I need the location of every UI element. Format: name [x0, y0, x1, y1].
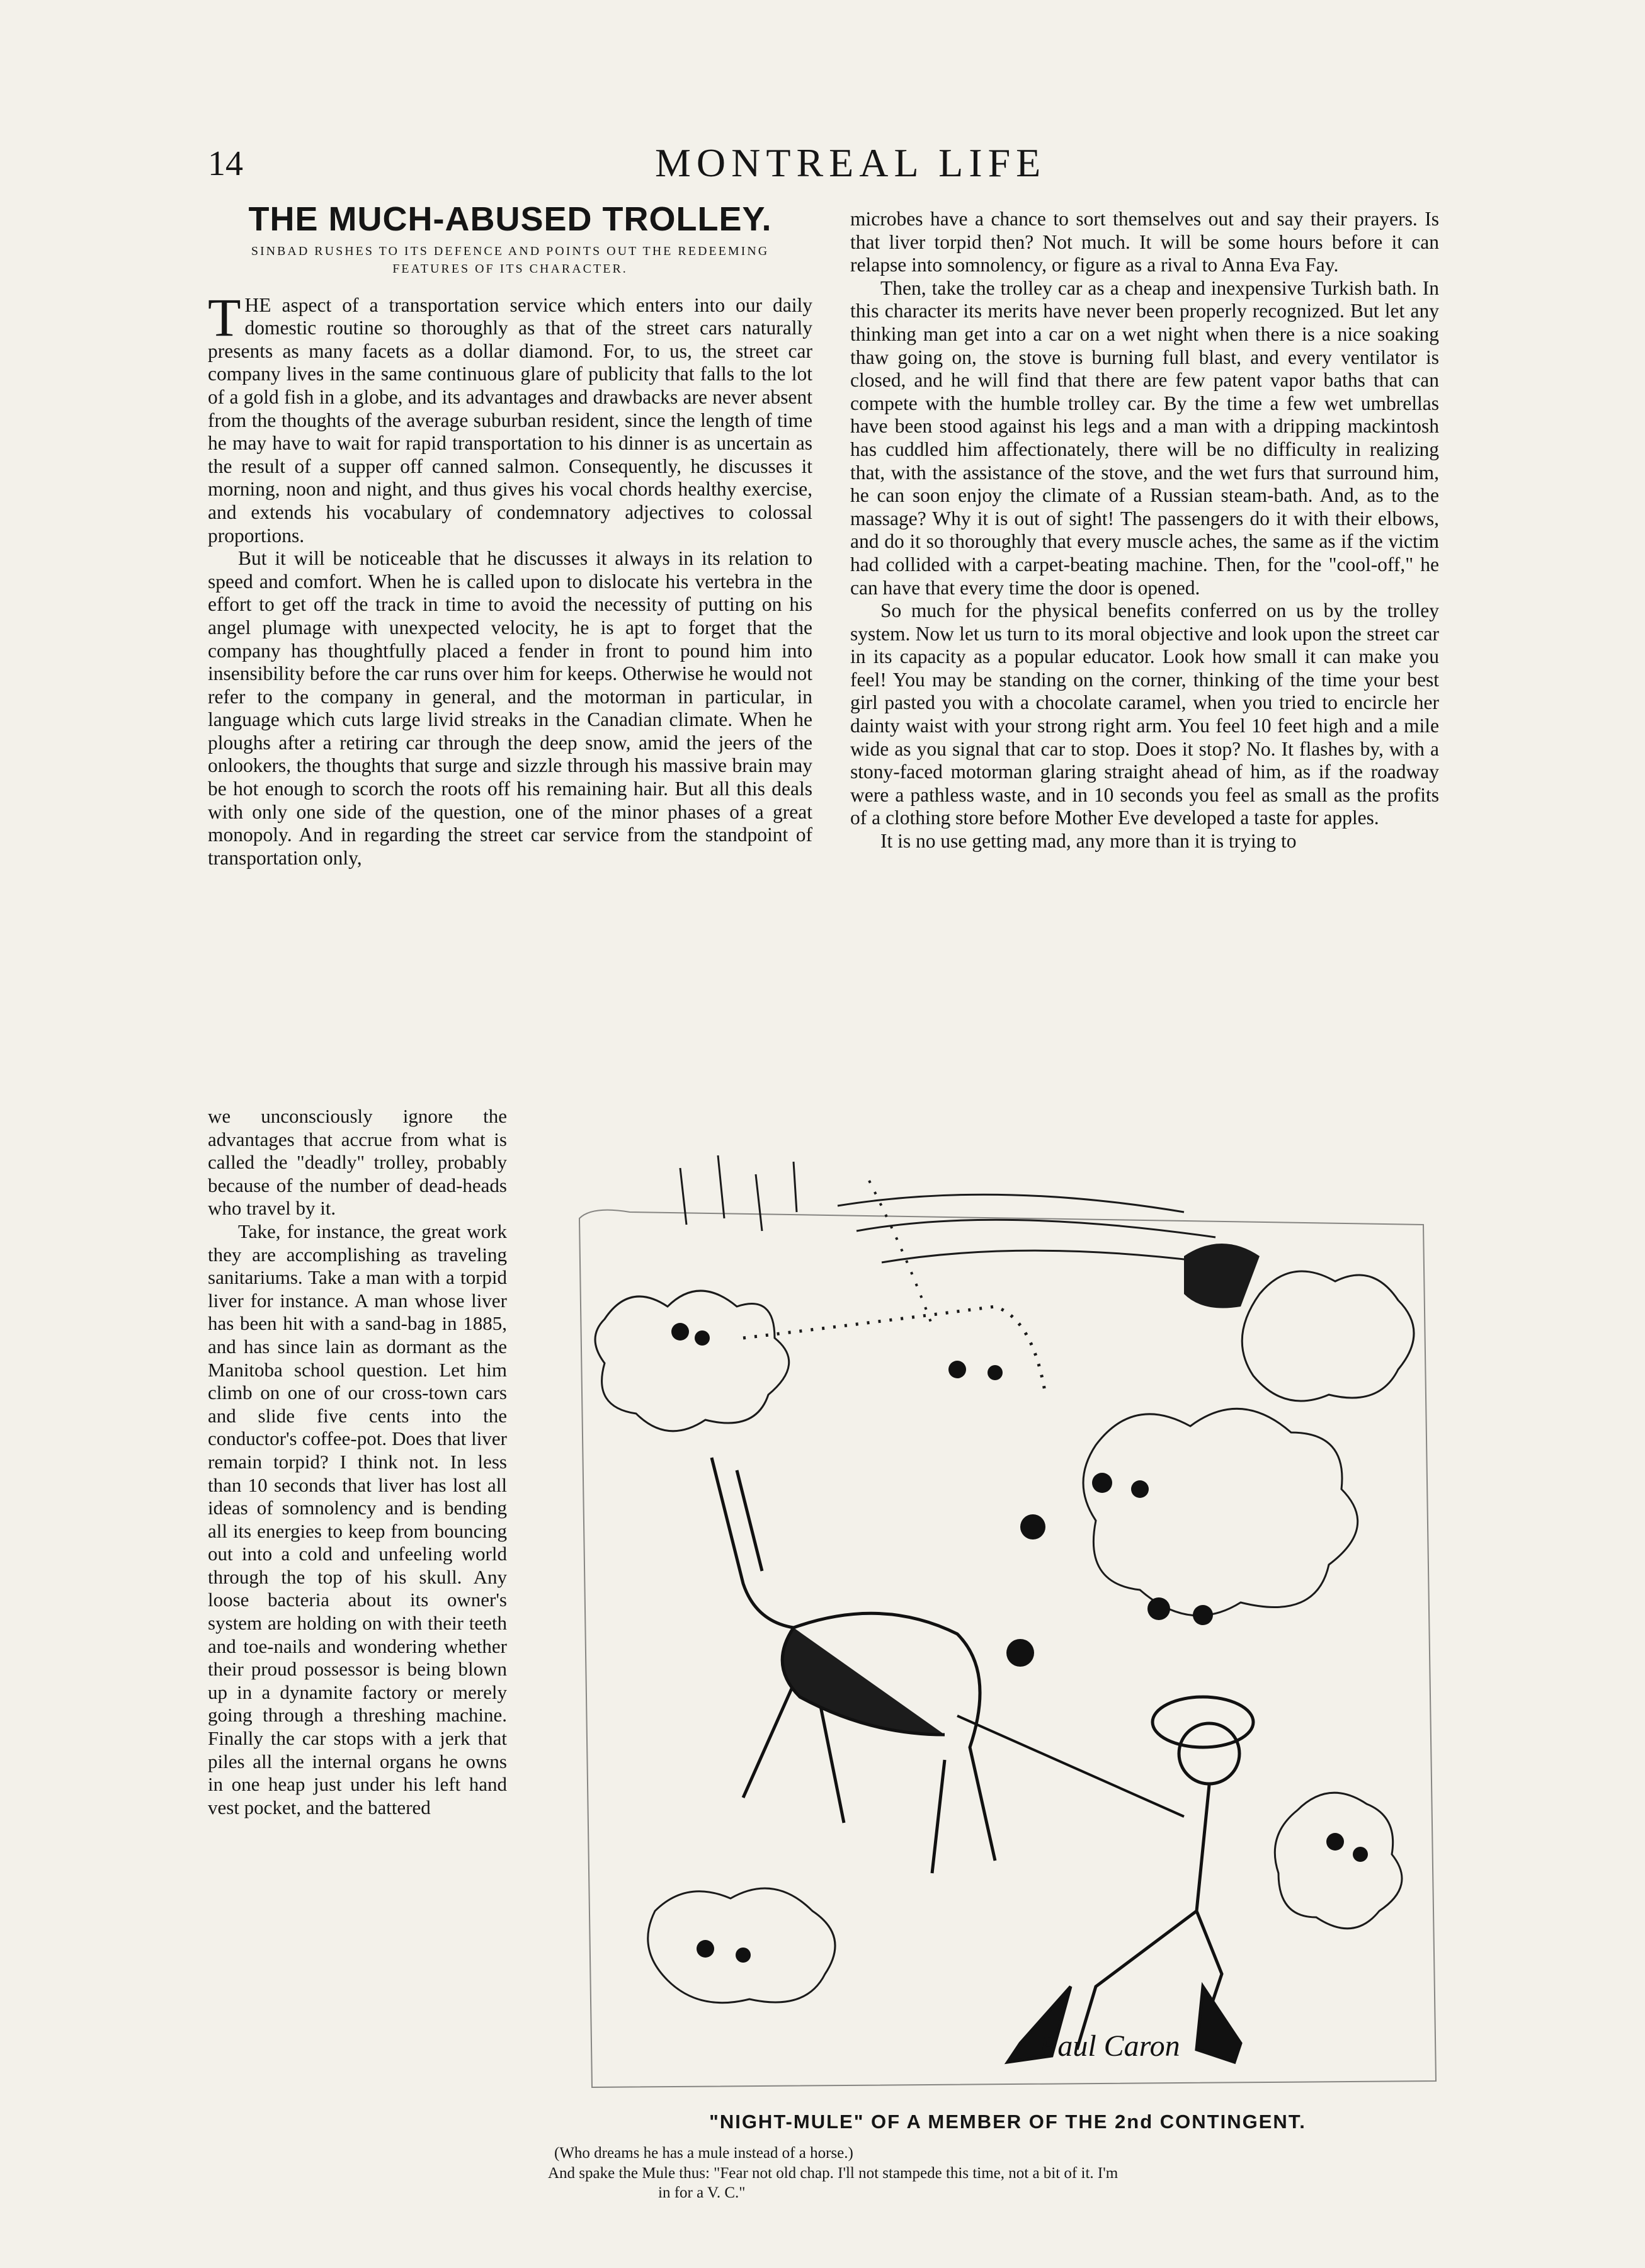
- article-deck: SINBAD RUSHES TO ITS DEFENCE AND POINTS OUT THE REDEEMING FEATURES OF ITS CHARACTER.: [251, 244, 770, 276]
- running-head: MONTREAL LIFE: [655, 140, 1047, 185]
- article-title: THE MUCH-ABUSED TROLLEY.: [248, 200, 772, 238]
- page-number: 14: [208, 144, 243, 183]
- illustration-caption-line: And spake the Mule thus: "Fear not old chap. I'll not stampede this time, not a bit of it. I'm: [548, 2165, 1118, 2182]
- cartoon-drawing: [554, 1130, 1461, 2112]
- drop-cap: T: [208, 286, 241, 348]
- illustration-caption-line: in for a V. C.": [658, 2184, 746, 2201]
- article-narrow-column: [208, 1105, 507, 1819]
- article-paragraph: we unconsciously ignore the advantages that accrue from what is called the "deadly" trolley, probably because of the number of dead-heads who travel by it.: [208, 1105, 507, 1220]
- article-left-column: [208, 200, 812, 870]
- article-paragraph: But it will be noticeable that he discusses it always in its relation to speed and comfort. When he is called upon to dislocate his vertebra in the effort to get off the track in time to avoid the necessity of putting on his angel plumage with unexpected velocity, he is apt to forget that the company has thoughtfully placed a fender in front to pound him into insensibility before the car runs over him for keeps. Otherwise he would not refer to the company in general, and the motorman in particular, in language which cuts large livid streaks in the Canadian climate. When he ploughs after a retiring car through the deep snow, amid the jeers of the onlookers, the thoughts that surge and sizzle through his massive brain may be hot enough to scorch the roots off his remaining hair. But all this deals with only one side of the question, one of the minor phases of a great monopoly. And in regarding the street car service from the standpoint of transportation only,: [208, 547, 812, 869]
- article-paragraph: So much for the physical benefits conferred on us by the trolley system. Now let us turn to its moral objective and look upon the street car in its capacity as a popular educator. Look how small it can make you feel! You may be standing on the corner, thinking of the time your best girl pasted you with a chocolate caramel, when you tried to encircle her dainty waist with your strong right arm. You feel 10 feet high and a mile wide as you signal that car to stop. Does it stop? No. It flashes by, with a stony-faced motorman glaring straight ahead of him, as if the roadway were a pathless waste, and in 10 seconds you feel as small as the profits of a clothing store before Mother Eve developed a taste for apples.: [850, 599, 1439, 829]
- soldier-figure: [957, 1697, 1253, 2062]
- article-paragraph: microbes have a chance to sort themselves out and say their prayers. Is that liver torpid then? Not much. It will be some hours before it can relapse into somnolency, or figure as a rival to Anna Eva Fay.: [850, 208, 1439, 276]
- article-right-column: [850, 208, 1439, 853]
- illustration-caption-title: "NIGHT-MULE" OF A MEMBER OF THE 2nd CONTINGENT.: [709, 2111, 1306, 2133]
- artist-signature: Paul Caron: [1039, 2029, 1180, 2063]
- illustration-caption-line: (Who dreams he has a mule instead of a horse.): [554, 2145, 853, 2162]
- article-paragraph: It is no use getting mad, any more than it is trying to: [880, 830, 1297, 853]
- article-paragraph: THE aspect of a transportation service which enters into our daily domestic routine so thoroughly as that of the street cars naturally presents as many facets as a dollar diamond. For, to us, the street car company lives in the same continuous glare of publicity that falls to the lot of a gold fish in a globe, and its advantages and drawbacks are never absent from the thoughts of the average suburban resident, since the length of time he may have to wait for rapid transportation to his dinner is as uncertain as the result of a supper off canned salmon. Consequently, he discusses it morning, noon and night, and thus gives his vocal chords healthy exercise, and extends his vocabulary of condemnatory adjectives to colossal proportions.: [208, 286, 812, 547]
- article-paragraph: Take, for instance, the great work they are accomplishing as traveling sanitariums. Take a man with a torpid liver for instance. A man whose liver has been hit with a sand-bag in 1885, and has since lain as dormant as the Manitoba school question. Let him climb on one of our cross-town cars and slide five cents into the conductor's coffee-pot. Does that liver remain torpid? I think not. In less than 10 seconds that liver has lost all ideas of somnolency and is bending all its energies to keep from bouncing out into a cold and unfeeling world through the top of his skull. Any loose bacteria about its owner's system are holding on with their teeth and toe-nails and wondering whether their proud possessor is being blown up in a dynamite factory or merely going through a threshing machine. Finally the car stops with a jerk that piles all the internal organs he owns in one heap just under his left hand vest pocket, and the battered: [208, 1220, 507, 1818]
- cartoon-illustration: [554, 1130, 1461, 2112]
- article-paragraph: Then, take the trolley car as a cheap and inexpensive Turkish bath. In this character its merits have never been properly recognized. But let any thinking man get into a car on a wet night when there is a nice soaking thaw going on, the stove is burning full blast, and every ventilator is closed, and he will find that there are few patent vapor baths that can compete with the humble trolley car. By the time a few wet umbrellas have been stood against his legs and a man with a dripping mackintosh has cuddled him affectionately, there will be no difficulty in realizing that, with the assistance of the stove, and the wet furs that surround him, he can soon enjoy the climate of a Russian steam-bath. And, as to the massage? Why it is out of sight! The passengers do it with their elbows, and do it so thoroughly that every muscle aches, the same as if the victim had collided with a carpet-beating machine. Then, for the "cool-off," he can have that every time the door is opened.: [850, 276, 1439, 599]
- mule-figure: [712, 1458, 995, 1873]
